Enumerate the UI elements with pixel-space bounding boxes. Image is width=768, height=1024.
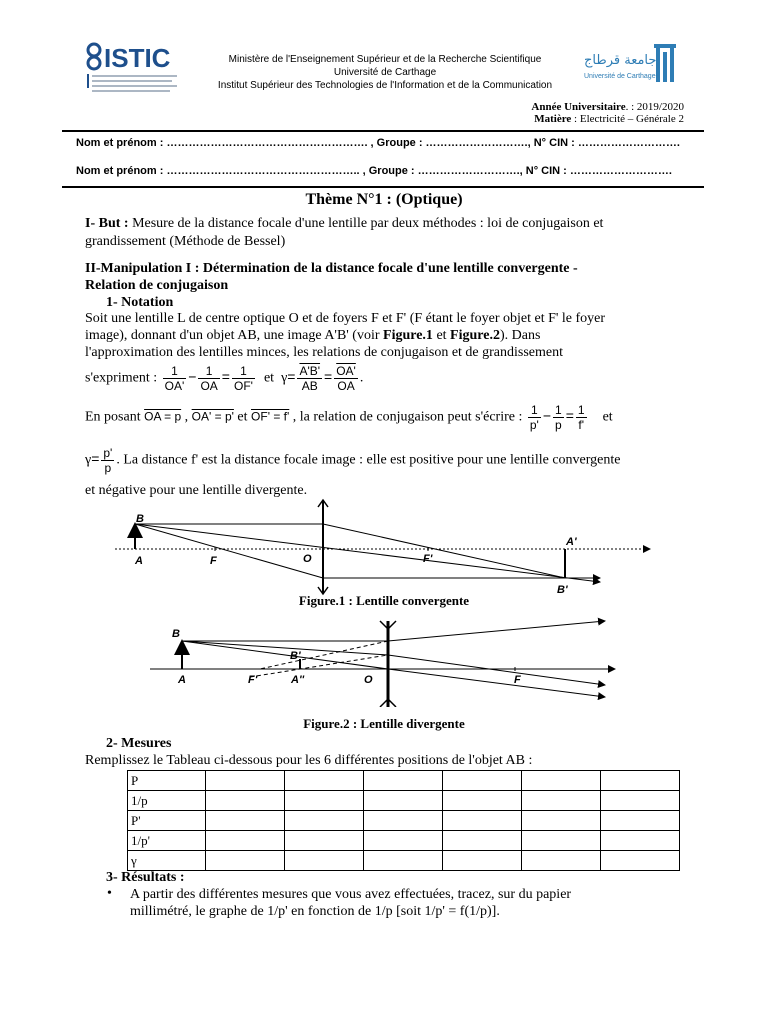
header-university: Université de Carthage	[333, 67, 437, 78]
measurements-table	[127, 770, 680, 871]
para-2	[85, 328, 685, 344]
resultats-title: 3- Résultats :	[106, 870, 185, 885]
table-row	[128, 791, 680, 811]
table-cell[interactable]	[443, 771, 522, 791]
table-row-label: 1/p	[128, 791, 206, 811]
theme-title: Thème N°1 : (Optique)	[305, 191, 463, 208]
table-cell[interactable]	[285, 831, 364, 851]
fig2-label-4: A''	[291, 674, 305, 686]
oap-eq: OA' = p'	[191, 409, 234, 424]
para-1: Soit une lentille L de centre optique O et de foyers F et F' (F étant le foyer objet et F' le foyer	[85, 311, 606, 326]
carthage-logo	[584, 42, 684, 92]
name-field-1[interactable]: Nom et prénom : ………………………………………………. , Groupe : ………………………., N° CIN : ……………………….	[76, 137, 680, 149]
figure-2-divergent	[150, 617, 630, 707]
table-cell[interactable]	[206, 791, 285, 811]
table-cell[interactable]	[364, 791, 443, 811]
carthage-logo-text: Université de Carthage	[584, 73, 656, 80]
form-top-rule	[62, 130, 704, 132]
frac-apbp-ab: $\frac{A'B'}{AB}$	[299, 364, 321, 393]
table-cell[interactable]	[364, 811, 443, 831]
header-ministry: Ministère de l'Enseignement Supérieur et de la Recherche Scientifique	[228, 54, 542, 65]
istic-logo	[82, 40, 182, 96]
formula-gamma: γ= $\frac{p'}{p}$ . La distance f' est la distance focale image : elle est positive pour une lentille convergente	[85, 446, 621, 475]
fig2-ref: Figure.2	[450, 328, 500, 343]
frac-1-p: $\frac{1}{p}$	[555, 403, 562, 432]
table-cell[interactable]	[522, 831, 601, 851]
fig2-label-0: B	[172, 628, 180, 640]
table-cell[interactable]	[601, 791, 680, 811]
manip-title-2: Relation de conjugaison	[85, 278, 229, 293]
result-line-2: millimétré, le graphe de 1/p' en fonction de 1/p [soit 1/p' = f(1/p)].	[130, 904, 500, 919]
ofp-eq: OF' = f'	[251, 409, 290, 424]
but-line-2: grandissement (Méthode de Bessel)	[85, 234, 286, 249]
table-row	[128, 811, 680, 831]
frac-pp-p: $\frac{p'}{p}$	[103, 446, 113, 475]
table-cell[interactable]	[601, 851, 680, 871]
figure-1-convergent	[110, 498, 670, 598]
notation-title: 1- Notation	[106, 295, 174, 310]
fig2-label-3: B'	[290, 650, 301, 662]
istic-logo-icon	[82, 40, 182, 96]
table-cell[interactable]	[443, 831, 522, 851]
fig2-label-2: F'	[248, 674, 258, 686]
table-row-label: P'	[128, 811, 206, 831]
frac-oap-oa: $\frac{OA'}{OA}$	[336, 364, 356, 393]
table-cell[interactable]	[285, 791, 364, 811]
form-bottom-rule	[62, 186, 704, 188]
table-cell[interactable]	[285, 851, 364, 871]
formula-posant: En posant OA = p , OA' = p' et OF' = f' , la relation de conjugaison peut s'écrire : $\frac{1}{p'}$ − $\frac{1}{p}$ = $\frac{1}{f'}$ et	[85, 403, 613, 432]
fig2-label-1: A	[178, 674, 186, 686]
matiere-label: Matière	[534, 113, 572, 125]
frac-1-ofp: $\frac{1}{OF'}$	[233, 364, 253, 393]
table-cell[interactable]	[364, 771, 443, 791]
table-row	[128, 831, 680, 851]
frac-1-fp: $\frac{1}{f'}$	[577, 403, 585, 432]
fig1-label-2: F	[210, 555, 217, 567]
fig1-label-5: A'	[566, 536, 577, 548]
result-line-1: A partir des différentes mesures que vous avez effectuées, tracez, sur du papier	[130, 887, 572, 902]
table-cell[interactable]	[285, 771, 364, 791]
frac-1-oap: $\frac{1}{OA'}$	[164, 364, 185, 393]
table-cell[interactable]	[522, 811, 601, 831]
table-row-label: 1/p'	[128, 831, 206, 851]
academic-year	[531, 101, 684, 113]
istic-logo-text: ISTIC	[104, 43, 171, 73]
but-line	[85, 216, 685, 232]
carthage-logo-icon	[584, 42, 684, 92]
fig1-label-6: B'	[557, 584, 568, 596]
table-cell[interactable]	[522, 851, 601, 871]
table-cell[interactable]	[206, 851, 285, 871]
matiere-value: : Electricité – Générale 2	[571, 113, 684, 125]
mesures-text: Remplissez le Tableau ci-dessous pour les 6 différentes positions de l'objet AB :	[85, 753, 533, 768]
fig1-label-0: B	[136, 513, 144, 525]
fig2-label-5: O	[364, 674, 373, 686]
para-3: l'approximation des lentilles minces, les relations de conjugaison et de grandissement	[85, 345, 564, 360]
name-field-2[interactable]: Nom et prénom : …………………………………………….. , Groupe : ………………………., N° CIN : ……………………….	[76, 165, 672, 177]
table-cell[interactable]	[443, 851, 522, 871]
table-cell[interactable]	[285, 811, 364, 831]
table-cell[interactable]	[601, 811, 680, 831]
fig1-ref: Figure.1	[383, 328, 433, 343]
table-row	[128, 771, 680, 791]
frac-1-pp: $\frac{1}{p'}$	[529, 403, 539, 432]
table-cell[interactable]	[364, 831, 443, 851]
fig1-label-3: O	[303, 553, 312, 565]
para-5b: et	[237, 409, 248, 425]
table-cell[interactable]	[522, 771, 601, 791]
fig2-label-6: F	[514, 674, 521, 686]
table-cell[interactable]	[522, 791, 601, 811]
mesures-title: 2- Mesures	[106, 736, 172, 751]
subject	[534, 113, 684, 125]
figure-2-caption: Figure.2 : Lentille divergente	[303, 716, 465, 731]
para-7: et négative pour une lentille divergente.	[85, 483, 308, 498]
manip-title: II-Manipulation I : Détermination de la distance focale d'une lentille convergente -	[85, 261, 578, 276]
table-cell[interactable]	[206, 771, 285, 791]
table-cell[interactable]	[206, 811, 285, 831]
header-institute: Institut Supérieur des Technologies de l'Information et de la Communication	[217, 80, 553, 91]
table-cell[interactable]	[443, 791, 522, 811]
but-text: Mesure de la distance focale d'une lentille par deux méthodes : loi de conjugaison et	[128, 216, 604, 231]
but-label: I- But :	[85, 216, 129, 231]
fig1-label-1: A	[135, 555, 143, 567]
table-cell[interactable]	[206, 831, 285, 851]
fig1-label-4: F'	[423, 553, 433, 565]
para-2a: image), donnant d'un objet AB, une image A'B' (voir	[85, 328, 384, 343]
para-5c: , la relation de conjugaison peut s'écrire :	[292, 409, 523, 425]
gamma-symbol: γ	[281, 370, 288, 386]
table-cell[interactable]	[601, 831, 680, 851]
annee-value: . : 2019/2020	[625, 101, 684, 113]
table-row-label: γ	[128, 851, 206, 871]
figure-1-caption: Figure.1 : Lentille convergente	[298, 593, 470, 608]
annee-label: Année Universitaire	[531, 101, 626, 113]
para-5a: En posant	[85, 409, 141, 425]
formula-conjugaison: s'expriment : $\frac{1}{OA'}$ − $\frac{1}{OA}$ = $\frac{1}{OF'}$ et γ= $\frac{A'B'}{AB}$ = $\frac{OA'}{OA}$ .	[85, 364, 364, 393]
para-2c: et	[432, 328, 451, 343]
table-row-label: P	[128, 771, 206, 791]
table-cell[interactable]	[601, 771, 680, 791]
para-5d: et	[602, 409, 613, 425]
bullet-icon: •	[107, 886, 112, 901]
frac-1-oa: $\frac{1}{OA}$	[200, 364, 218, 393]
table-row	[128, 851, 680, 871]
table-cell[interactable]	[364, 851, 443, 871]
para-2e: ). Dans	[499, 328, 541, 343]
para-6: . La distance f' est la distance focale image : elle est positive pour une lentille convergente	[116, 452, 621, 468]
svg-text:جامعة قرطاج: جامعة قرطاج	[584, 53, 657, 68]
para-4: s'expriment :	[85, 370, 158, 386]
oa-eq: OA = p	[144, 409, 182, 424]
table-cell[interactable]	[443, 811, 522, 831]
